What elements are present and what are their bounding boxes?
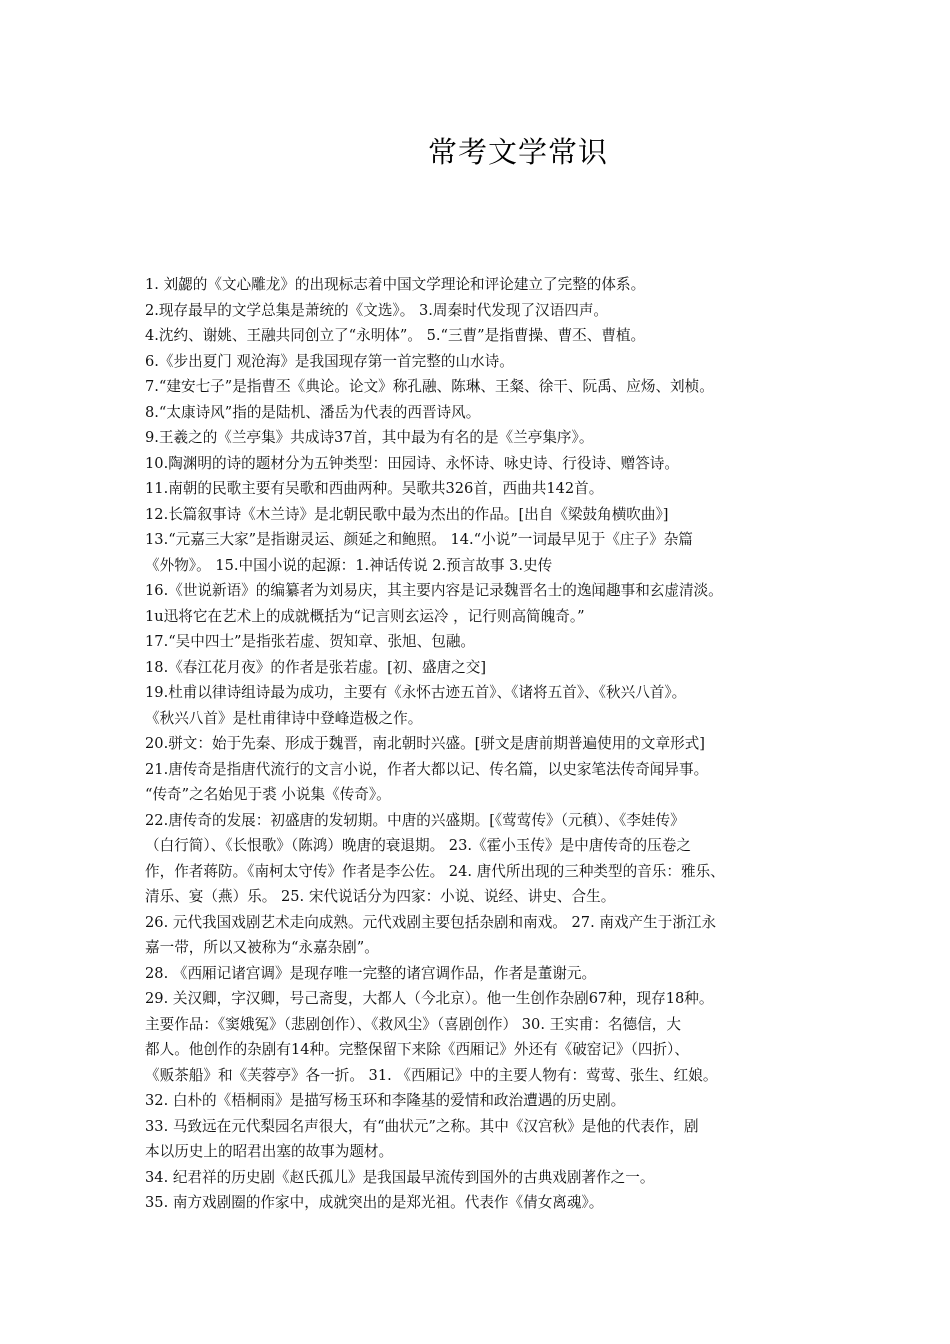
- text-line: 12.长篇叙事诗《木兰诗》是北朝民歌中最为杰出的作品。[出自《梁鼓角横吹曲》]: [145, 505, 669, 523]
- text-line: 2.现存最早的文学总集是萧统的《文选》。 3.周秦时代发现了汉语四声。: [145, 301, 609, 319]
- document-body: [145, 272, 825, 1216]
- text-line: 都人。他创作的杂剧有14种。完整保留下来除《西厢记》外还有《破窑记》（四折）、: [145, 1041, 689, 1058]
- text-line: 32. 白朴的《梧桐雨》是描写杨玉环和李隆基的爱情和政治遭遇的历史剧。: [145, 1092, 626, 1109]
- text-line: 29. 关汉卿，字汉卿，号己斋叟，大都人（今北京）。他一生创作杂剧67种，现存18种。: [145, 990, 714, 1007]
- text-line: 《秋兴八首》是杜甫律诗中登峰造极之作。: [145, 709, 423, 727]
- text-line: 13.“元嘉三大家”是指谢灵运、颜延之和鲍照。 14.“小说”一词最早见于《庄子》杂篇: [145, 531, 693, 548]
- text-line: 7.“建安七子”是指曹丕《典论。论文》称孔融、陈琳、王粲、徐干、阮禹、应炀、刘桢。: [145, 378, 714, 395]
- text-line: 11.南朝的民歌主要有吴歌和西曲两种。吴歌共326首，西曲共142首。: [145, 480, 604, 497]
- text-line: 《外物》。 15.中国小说的起源：1.神话传说 2.预言故事 3.史传: [145, 556, 553, 574]
- text-line: 20.骈文：始于先秦、形成于魏晋，南北朝时兴盛。[骈文是唐前期普遍使用的文章形式]: [145, 735, 705, 752]
- text-line: 10.陶渊明的诗的题材分为五钟类型：田园诗、永怀诗、咏史诗、行役诗、赠答诗。: [145, 454, 679, 472]
- text-line: 17.“吴中四士”是指张若虚、贺知章、张旭、包融。: [145, 633, 476, 650]
- text-line: 1u迅将它在艺术上的成就概括为“记言则玄运冷 ，记行则高简魄奇。”: [145, 607, 585, 625]
- text-line: 26. 元代我国戏剧艺术走向成熟。元代戏剧主要包括杂剧和南戏。 27. 南戏产生于浙江永: [145, 913, 717, 931]
- text-line: 《贩茶船》和《芙蓉亭》各一折。 31. 《西厢记》中的主要人物有：莺莺、张生、红娘。: [145, 1066, 718, 1084]
- text-line: 作，作者蒋防。《南柯太守传》作者是李公佐。 24. 唐代所出现的三种类型的音乐：雅乐、: [145, 862, 725, 880]
- text-line: 33. 马致远在元代梨园名声很大，有“曲状元”之称。其中《汉宫秋》是他的代表作，剧: [145, 1117, 699, 1135]
- text-line: 28. 《西厢记诸宫调》是现存唯一完整的诸宫调作品，作者是董谢元。: [145, 964, 597, 982]
- text-line: 34. 纪君祥的历史剧《赵氏孤儿》是我国最早流传到国外的古典戏剧著作之一。: [145, 1168, 655, 1186]
- text-line: 嘉一带，所以又被称为“永嘉杂剧”。: [145, 939, 379, 956]
- text-line: 21.唐传奇是指唐代流行的文言小说，作者大都以记、传名篇，以史家笔法传奇闻异事。: [145, 760, 709, 778]
- text-line: 本以历史上的昭君出塞的故事为题材。: [145, 1143, 394, 1160]
- text-line: 35. 南方戏剧圈的作家中，成就突出的是郑光祖。代表作《倩女离魂》。: [145, 1194, 604, 1211]
- text-line: 4.沈约、谢姚、王融共同创立了“永明体”。 5.“三曹”是指曹操、曹丕、曹植。: [145, 327, 646, 344]
- text-line: 清乐、宴（燕）乐。 25. 宋代说话分为四家：小说、说经、讲史、合生。: [145, 888, 616, 905]
- text-line: 8.“太康诗风”指的是陆机、潘岳为代表的西晋诗风。: [145, 403, 481, 421]
- text-line: 9.王羲之的《兰亭集》共成诗37首，其中最为有名的是《兰亭集序》。: [145, 429, 594, 446]
- page-title: 常考文学常识: [427, 135, 608, 169]
- text-line: 16.《世说新语》的编纂者为刘易庆，其主要内容是记录魏晋名士的逸闻趣事和玄虚清淡。: [145, 582, 723, 599]
- text-line: 18.《春江花月夜》的作者是张若虚。[初、盛唐之交]: [145, 658, 487, 676]
- text-line: 6.《步出夏门 观沧海》是我国现存第一首完整的山水诗。: [145, 352, 514, 370]
- text-line: 19.杜甫以律诗组诗最为成功，主要有《永怀古迹五首》、《诸将五首》、《秋兴八首》。: [145, 684, 687, 701]
- text-line: 22.唐传奇的发展：初盛唐的发轫期。中唐的兴盛期。[《莺莺传》（元稹）、《李娃传》: [145, 811, 685, 829]
- text-line: 主要作品：《窦娥冤》（悲剧创作）、《救风尘》（喜剧创作） 30. 王实甫：名德信，大: [145, 1015, 681, 1033]
- text-line: “传奇”之名始见于裘 小说集《传奇》。: [145, 786, 391, 803]
- text-line: 1. 刘勰的《文心雕龙》的出现标志着中国文学理论和评论建立了完整的体系。: [145, 276, 646, 293]
- text-line: （白行简）、《长恨歌》（陈鸿）晚唐的衰退期。 23.《霍小玉传》是中唐传奇的压卷之: [145, 837, 691, 854]
